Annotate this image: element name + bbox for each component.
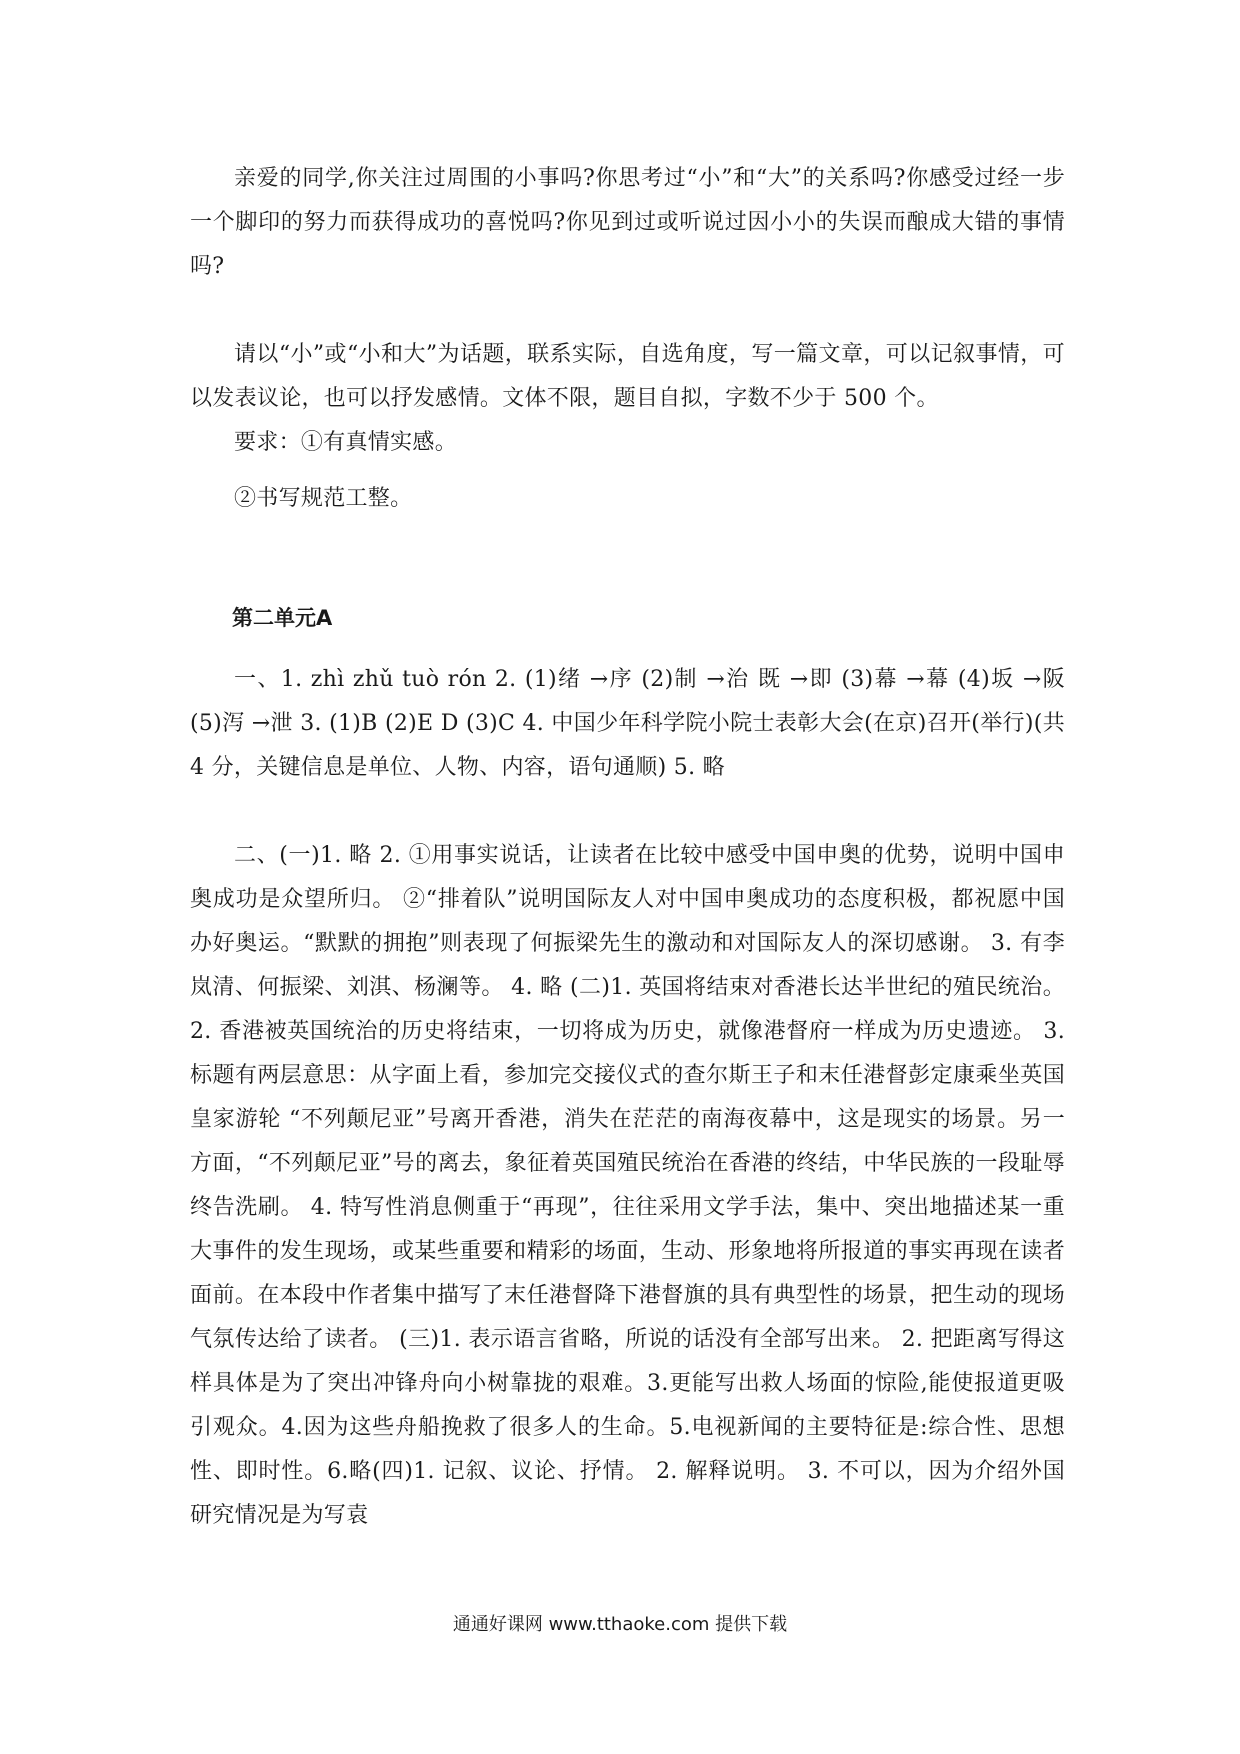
section-heading: 第二单元A xyxy=(232,606,333,630)
page-footer: 通通好课网 www.tthaoke.com 提供下载 xyxy=(452,1614,788,1635)
requirement-1: 要求：①有真情实感。 xyxy=(234,430,458,455)
essay-task-section xyxy=(190,333,1065,421)
requirement-2: ②书写规范工整。 xyxy=(234,486,413,511)
answers-part-two: 二、(一)1. 略 2. ①用事实说话，让读者在比较中感受中国申奥的优势，说明中国申奥成功是众望所归。 ②“排着队”说明国际友人对中国申奥成功的态度积极，都祝愿中国办好奥运。“默默的拥抱”则表现了何振梁先生的激动和对国际友人的深切感谢。 3. 有李岚清、何振梁、刘淇、杨澜等。 4. 略 (二)1. 英国将结束对香港长达半世纪的殖民统治。2. 香港被英国统治的历史将结束，一切将成为历史，就像港督府一样成为历史遗迹。 3. 标题有两层意思：从字面上看，参加完交接仪式的查尔斯王子和末任港督彭定康乘坐英国皇家游轮 “不列颠尼亚”号离开香港，消失在茫茫的南海夜幕中，这是现实的场景。另一方面，“不列颠尼亚”号的离去，象征着英国殖民统治在香港的终结，中华民族的一段耻辱终告洗刷。 4. 特写性消息侧重于“再现”，往往采用文学手法，集中、突出地描述某一重大事件的发生现场，或某些重要和精彩的场面，生动、形象地将所报道的事实再现在读者面前。在本段中作者集中描写了末任港督降下港督旗的具有典型性的场景，把生动的现场气氛传达给了读者。 (三)1. 表示语言省略，所说的话没有全部写出来。 2. 把距离写得这样具体是为了突出冲锋舟向小树靠拢的艰难。3.更能写出救人场面的惊险,能使报道更吸引观众。4.因为这些舟船挽救了很多人的生命。5.电视新闻的主要特征是:综合性、思想性、即时性。6.略(四)1. 记叙、议论、抒情。 2. 解释说明。 3. 不可以，因为介绍外国研究情况是为写袁 xyxy=(190,843,1065,1528)
essay-intro-paragraph: 亲爱的同学,你关注过周围的小事吗?你思考过“小”和“大”的关系吗?你感受过经一步一个脚印的努力而获得成功的喜悦吗?你见到过或听说过因小小的失误而酿成大错的事情吗? xyxy=(190,166,1065,279)
essay-prompt-section xyxy=(190,157,1065,289)
essay-requirements-section xyxy=(190,421,1065,465)
answers-part-one: 一、1. zhì zhǔ tuò rón 2. (1)绪 →序 (2)制 →治 既 →即 (3)幕 →幕 (4)坂 →阪 (5)泻 →泄 3. (1)B (2)E D (3)C 4. 中国少年科学院小院士表彰大会(在京)召开(举行)(共 4 分，关键信息是单位、人物、内容，语句通顺) 5. 略 xyxy=(190,667,1065,780)
essay-task-paragraph: 请以“小”或“小和大”为话题，联系实际，自选角度，写一篇文章，可以记叙事情，可以发表议论，也可以抒发感情。文体不限，题目自拟，字数不少于 500 个。 xyxy=(190,342,1065,411)
answers-part-two-section xyxy=(190,834,1065,1538)
answers-part-one-section xyxy=(190,658,1065,790)
essay-requirements-section-2 xyxy=(190,477,1065,521)
